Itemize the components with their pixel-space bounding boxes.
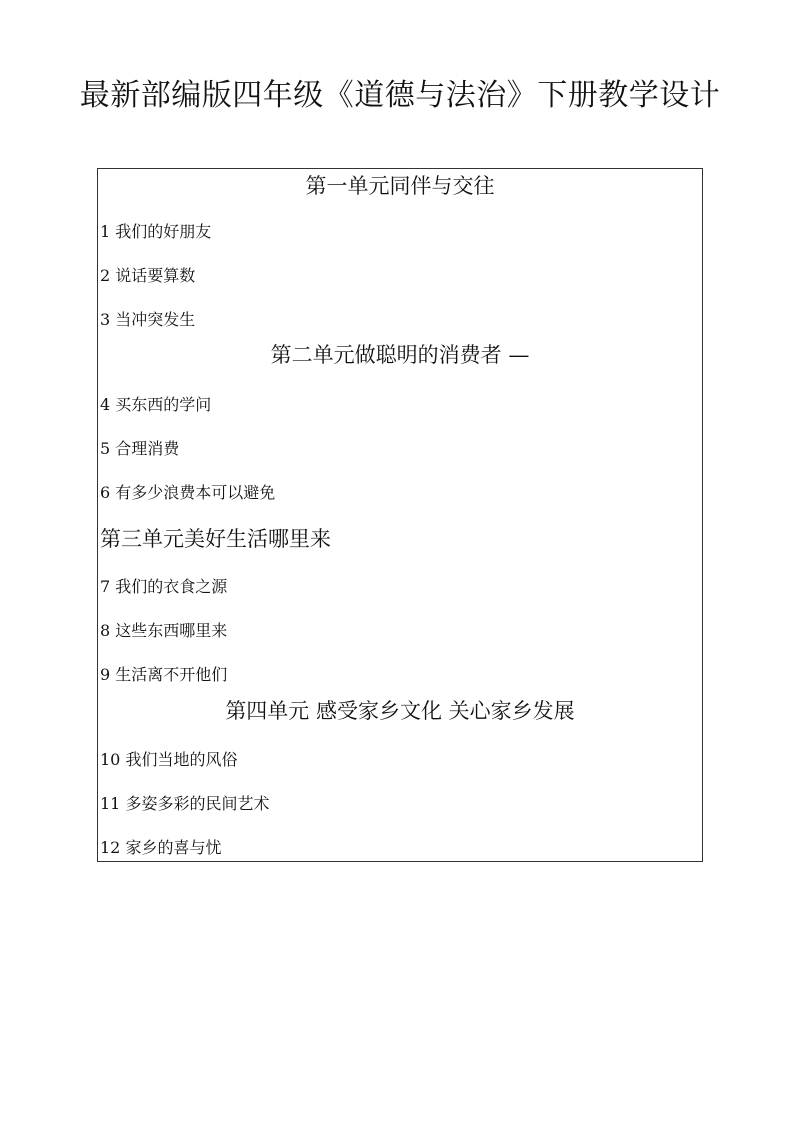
lesson-4: 4 买东西的学问: [100, 395, 212, 414]
page-title: 最新部编版四年级《道德与法治》下册教学设计: [79, 78, 721, 113]
lesson-5: 5 合理消费: [100, 439, 180, 458]
lesson-8: 8 这些东西哪里来: [100, 621, 228, 640]
unit-1-heading: 第一单元同伴与交往: [305, 174, 495, 198]
lesson-1: 1 我们的好朋友: [100, 222, 212, 241]
lesson-6: 6 有多少浪费本可以避免: [100, 483, 276, 502]
lesson-10: 10 我们当地的风俗: [100, 750, 238, 769]
lesson-12: 12 家乡的喜与忧: [100, 838, 222, 857]
lesson-7: 7 我们的衣食之源: [100, 577, 228, 596]
lesson-3: 3 当冲突发生: [100, 310, 196, 329]
unit-4-heading: 第四单元 感受家乡文化 关心家乡发展: [225, 699, 575, 723]
table-of-contents: [97, 168, 703, 862]
unit-3-heading: 第三单元美好生活哪里来: [100, 527, 331, 551]
lesson-9: 9 生活离不开他们: [100, 665, 228, 684]
unit-2-heading: 第二单元做聪明的消费者 —: [270, 343, 530, 367]
lesson-2: 2 说话要算数: [100, 266, 196, 285]
lesson-11: 11 多姿多彩的民间艺术: [100, 794, 270, 813]
